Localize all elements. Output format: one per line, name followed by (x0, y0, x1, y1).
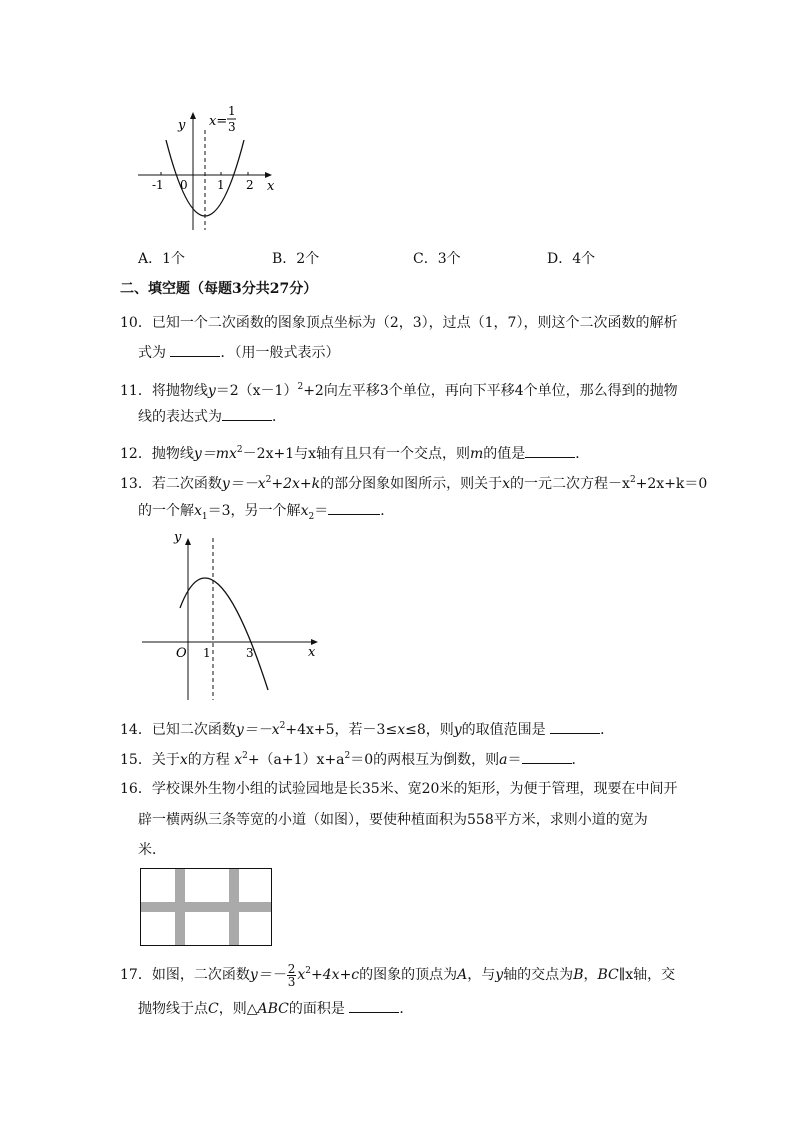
q13-line2: 的一个解$x_1=3$，另一个解$x_2=$ ． (138, 500, 394, 527)
q12-blank[interactable] (525, 443, 575, 458)
q11-blank[interactable] (222, 406, 272, 421)
y-axis-arrow (185, 538, 191, 545)
tick-1: 1 (203, 646, 211, 660)
label-axis-eq: x= (209, 114, 228, 129)
q17-line2: 抛物线于点C，则△ABC的面积是 ． (138, 998, 413, 1019)
label-x: x (308, 645, 316, 660)
y-axis-arrow (190, 112, 196, 119)
q16-line1: 16．学校课外生物小组的试验园地是长35米、宽20米的矩形，为便于管理，现要在中间开 (120, 781, 678, 797)
figure-parabola-2 (140, 528, 325, 708)
figure-parabola-1 (130, 100, 280, 235)
label-y: y (178, 118, 186, 133)
tick-2: 2 (246, 178, 254, 192)
q14-line: 14．已知二次函数$y=-x^2+4x+5$，若－3≤x≤8，则y的取值范围是 ． (120, 721, 615, 738)
q15-blank[interactable] (522, 749, 572, 764)
choice-d: D．4个 (547, 251, 596, 267)
tick-1: 1 (217, 178, 225, 192)
label-o: O (176, 646, 187, 661)
choice-c: C．3个 (413, 251, 461, 267)
q17-blank[interactable] (349, 998, 399, 1013)
q10-line2: 式为 ．（用一般式表示） (138, 342, 339, 363)
choice-a: A．1个 (138, 251, 186, 267)
q13-blank[interactable] (328, 500, 380, 515)
q11-line2: 线的表达式为 ． (138, 406, 286, 427)
q16-line2: 辟一横两纵三条等宽的小道（如图），要使种植面积为558平方米，求则小道的宽为 (138, 812, 648, 828)
q10-blank[interactable] (170, 342, 220, 357)
section-heading: 二、填空题（每题3分共27分） (120, 281, 318, 297)
label-frac-num: 1 (228, 104, 236, 118)
tick-3: 3 (246, 646, 254, 660)
q17-line1: 17．如图，二次函数y＝－ $\frac{2}{3}$ $x^2+4x+c$的图象的顶点为A，与y轴的交点为B，BC∥x轴，交 (120, 961, 676, 989)
label-x: x (267, 179, 275, 194)
figure-garden (140, 868, 274, 948)
q11-line1: 11．将抛物线$y=2(x-1)^2+2$向左平移3个单位，再向下平移4个单位，那么得到的抛物 (120, 382, 678, 399)
parabola-curve (180, 578, 268, 690)
q13-line1: 13．若二次函数$y=-x^2+2x+k$的部分图象如图所示，则关于x的一元二次方程$-x^2+2x+k=0$ (120, 475, 708, 492)
q12-line: 12．抛物线$y=mx^2-2x+1$与x轴有且只有一个交点，则m的值是 ． (120, 445, 590, 462)
x-axis-arrow (265, 172, 272, 178)
q16-line3: 米． (138, 842, 166, 858)
label-y: y (174, 530, 182, 545)
tick-neg1: -1 (152, 178, 164, 192)
q10-line1: 10．已知一个二次函数的图象顶点坐标为（2，3），过点（1，7），则这个二次函数的解析 (120, 315, 678, 331)
q14-blank[interactable] (550, 719, 600, 734)
horizontal-path (140, 902, 272, 912)
label-frac-den: 3 (228, 120, 236, 134)
q17-fraction: $\frac{2}{3}$ (287, 961, 296, 989)
tick-0: 0 (180, 178, 188, 192)
choice-b: B．2个 (272, 251, 320, 267)
q15-line: 15．关于x的方程 $x^2+(a+1)x+a^2=0$的两根互为倒数，则a＝ ． (120, 751, 586, 768)
